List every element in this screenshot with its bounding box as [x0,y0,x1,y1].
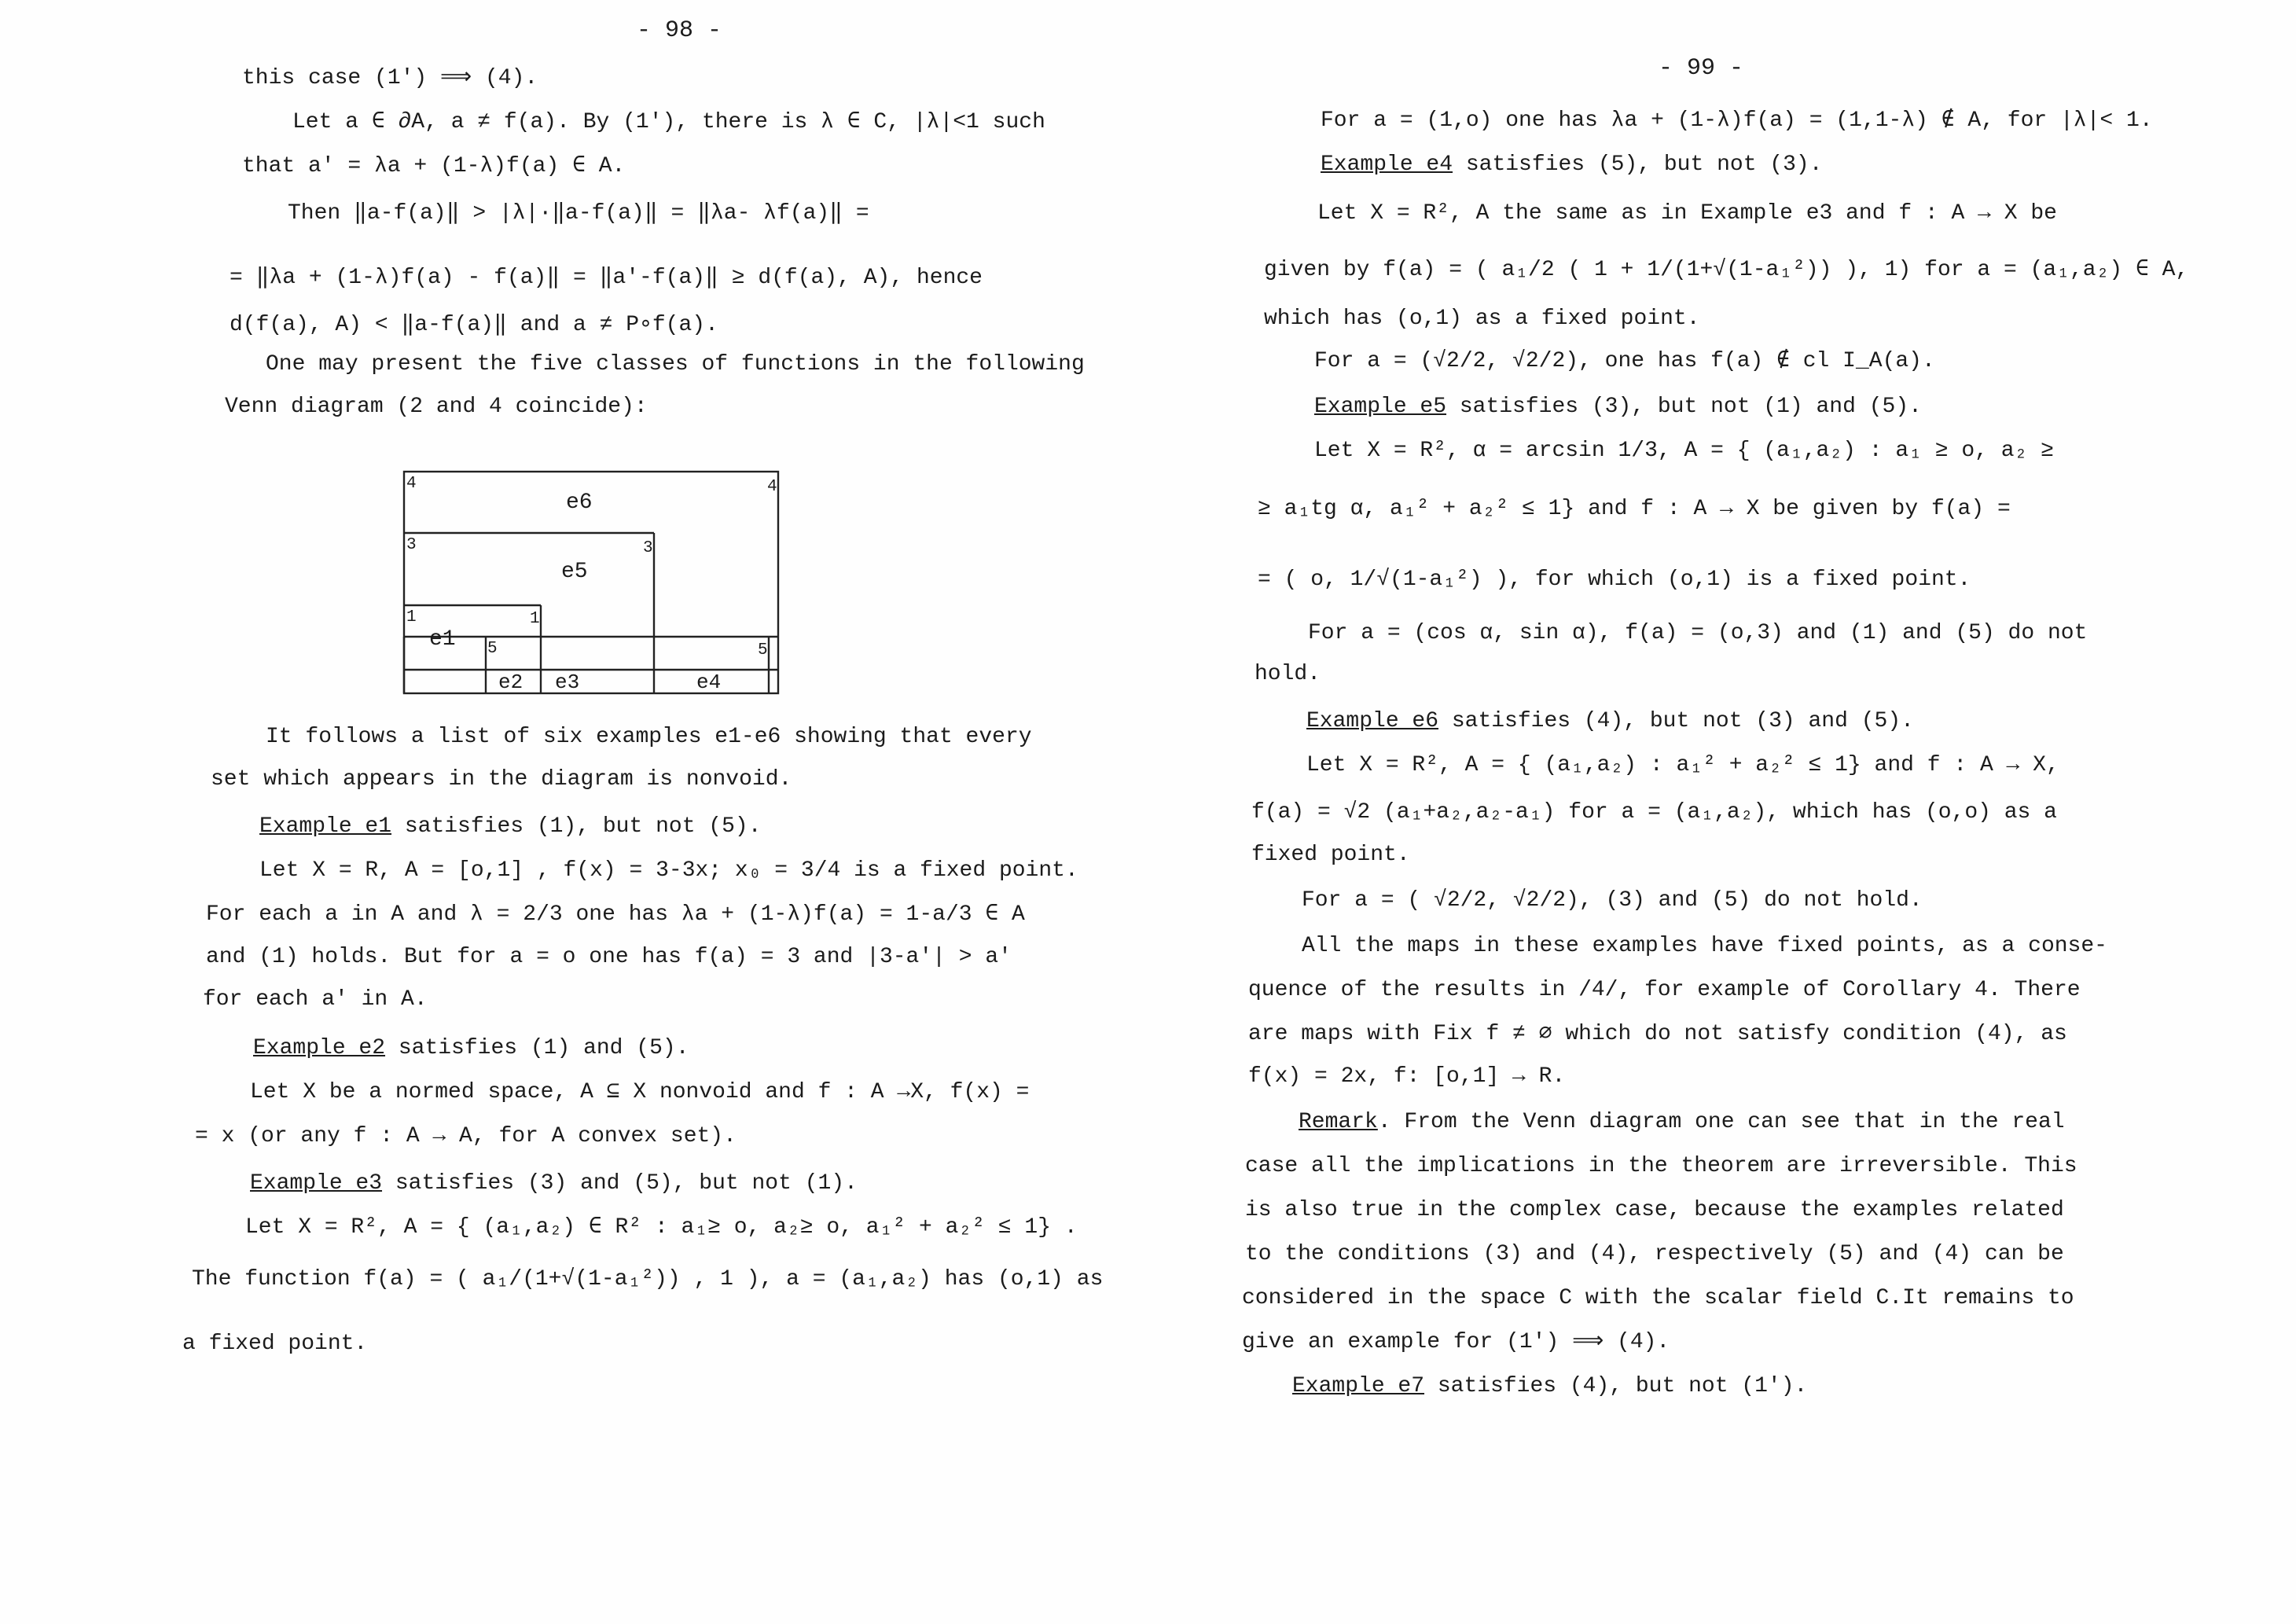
text-line: f(x) = 2x, f: [o,1] → R. [1248,1064,1566,1089]
text-line: It follows a list of six examples e1-e6 showing that every [266,725,1032,749]
text-line: f(a) = √2 (a₁+a₂,a₂-a₁) for a = (a₁,a₂), which has (o,o) as a [1251,800,2057,825]
text-line: given by f(a) = ( a₁/2 ( 1 + 1/(1+√(1-a₁²)) ), 1) for a = (a₁,a₂) ∈ A, [1264,258,2189,282]
page-99 [1148,0,2296,1624]
venn-mark-5-right: 5 [758,641,768,660]
venn-mark-4-right: 4 [767,478,777,496]
text-line: give an example for (1') ⟹ (4). [1242,1330,1670,1354]
text-line: for each a' in A. [203,987,428,1012]
text-line: Let X = R², A = { (a₁,a₂) : a₁² + a₂² ≤ 1} and f : A → X, [1306,753,2059,777]
text-line: ≥ a₁tg α, a₁² + a₂² ≤ 1} and f : A → X be given by f(a) = [1258,497,2011,521]
example-heading: Example e3 satisfies (3) and (5), but not (1). [250,1171,858,1196]
venn-label-e3: e3 [555,671,580,694]
page-number: - 99 - [1659,55,1744,82]
remark-heading: Remark. From the Venn diagram one can see that in the real [1299,1110,2065,1134]
text-line: = ( o, 1/√(1-a₁²) ), for which (o,1) is a fixed point. [1258,568,1971,592]
example-heading: Example e6 satisfies (4), but not (3) and (5). [1306,709,1914,733]
text-line: Let a ∈ ∂A, a ≠ f(a). By (1'), there is λ ∈ C, |λ|<1 such [292,110,1045,134]
venn-label-e4: e4 [696,671,722,694]
text-line: which has (o,1) as a fixed point. [1264,307,1700,331]
text-line: Let X = R, A = [o,1] , f(x) = 3-3x; x₀ = 3/4 is a fixed point. [259,858,1078,883]
example-heading: Example e1 satisfies (1), but not (5). [259,814,762,839]
venn-mark-5-left: 5 [487,640,498,658]
text-line: this case (1') ⟹ (4). [242,66,538,90]
example-heading: Example e2 satisfies (1) and (5). [253,1036,689,1060]
text-line: Then ‖a-f(a)‖ > |λ|·‖a-f(a)‖ = ‖λa- λf(a)‖ = [288,201,869,226]
text-line: quence of the results in /4/, for example of Corollary 4. There [1248,978,2081,1002]
text-line: All the maps in these examples have fixed points, as a conse- [1302,934,2107,958]
text-line: a fixed point. [182,1332,368,1356]
text-line: are maps with Fix f ≠ ∅ which do not satisfy condition (4), as [1248,1022,2067,1046]
text-line: Let X be a normed space, A ⊆ X nonvoid and f : A →X, f(x) = [250,1080,1030,1104]
text-line: case all the implications in the theorem are irreversible. This [1245,1154,2077,1178]
text-line: is also true in the complex case, because the examples related [1245,1198,2064,1222]
text-line: For a = ( √2/2, √2/2), (3) and (5) do not hold. [1302,888,1923,913]
venn-mark-1-left: 1 [406,608,417,626]
text-line: considered in the space C with the scalar field C.It remains to [1242,1286,2074,1310]
venn-label-e2: e2 [498,671,523,694]
text-line: set which appears in the diagram is nonvoid. [211,767,792,792]
example-heading: Example e5 satisfies (3), but not (1) and (5). [1314,395,1922,419]
text-line: = x (or any f : A → A, for A convex set). [195,1124,737,1148]
text-line: For a = (1,o) one has λa + (1-λ)f(a) = (1,1-λ) ∉ A, for |λ|< 1. [1321,108,2153,133]
text-line: Let X = R², α = arcsin 1/3, A = { (a₁,a₂) : a₁ ≥ o, a₂ ≥ [1314,439,2054,463]
venn-mark-1-right: 1 [530,610,540,628]
text-line: hold. [1255,662,1321,686]
venn-mark-4-left: 4 [406,475,417,493]
page-number: - 98 - [637,17,722,44]
example-heading: Example e7 satisfies (4), but not (1'). [1292,1374,1808,1398]
text-line: Venn diagram (2 and 4 coincide): [225,395,648,419]
venn-mark-3-left: 3 [406,536,417,554]
text-line: For each a in A and λ = 2/3 one has λa + (1-λ)f(a) = 1-a/3 ∈ A [206,902,1025,927]
text-line: = ‖λa + (1-λ)f(a) - f(a)‖ = ‖a'-f(a)‖ ≥ d(f(a), A), hence [230,266,983,290]
text-line: For a = (√2/2, √2/2), one has f(a) ∉ cl I_A(a). [1314,349,1935,373]
text-line: and (1) holds. But for a = o one has f(a) = 3 and |3-a'| > a' [206,945,1012,969]
text-line: d(f(a), A) < ‖a-f(a)‖ and a ≠ P∘f(a). [230,313,718,337]
venn-mark-3-right: 3 [643,539,653,557]
text-line: that a' = λa + (1-λ)f(a) ∈ A. [242,154,626,178]
text-line: The function f(a) = ( a₁/(1+√(1-a₁²)) , 1 ), a = (a₁,a₂) has (o,1) as [192,1267,1104,1291]
text-line: One may present the five classes of functions in the following [266,352,1085,377]
example-heading: Example e4 satisfies (5), but not (3). [1321,152,1823,177]
venn-diagram [391,467,794,703]
venn-label-e1: e1 [429,627,456,652]
text-line: For a = (cos α, sin α), f(a) = (o,3) and (1) and (5) do not [1308,621,2088,645]
text-line: Let X = R², A the same as in Example e3 and f : A → X be [1317,201,2057,226]
venn-label-e5: e5 [561,560,588,584]
venn-label-e6: e6 [566,491,593,515]
text-line: Let X = R², A = { (a₁,a₂) ∈ R² : a₁≥ o, a₂≥ o, a₁² + a₂² ≤ 1} . [245,1215,1078,1240]
text-line: fixed point. [1251,843,1410,867]
text-line: to the conditions (3) and (4), respectively (5) and (4) can be [1245,1242,2064,1266]
